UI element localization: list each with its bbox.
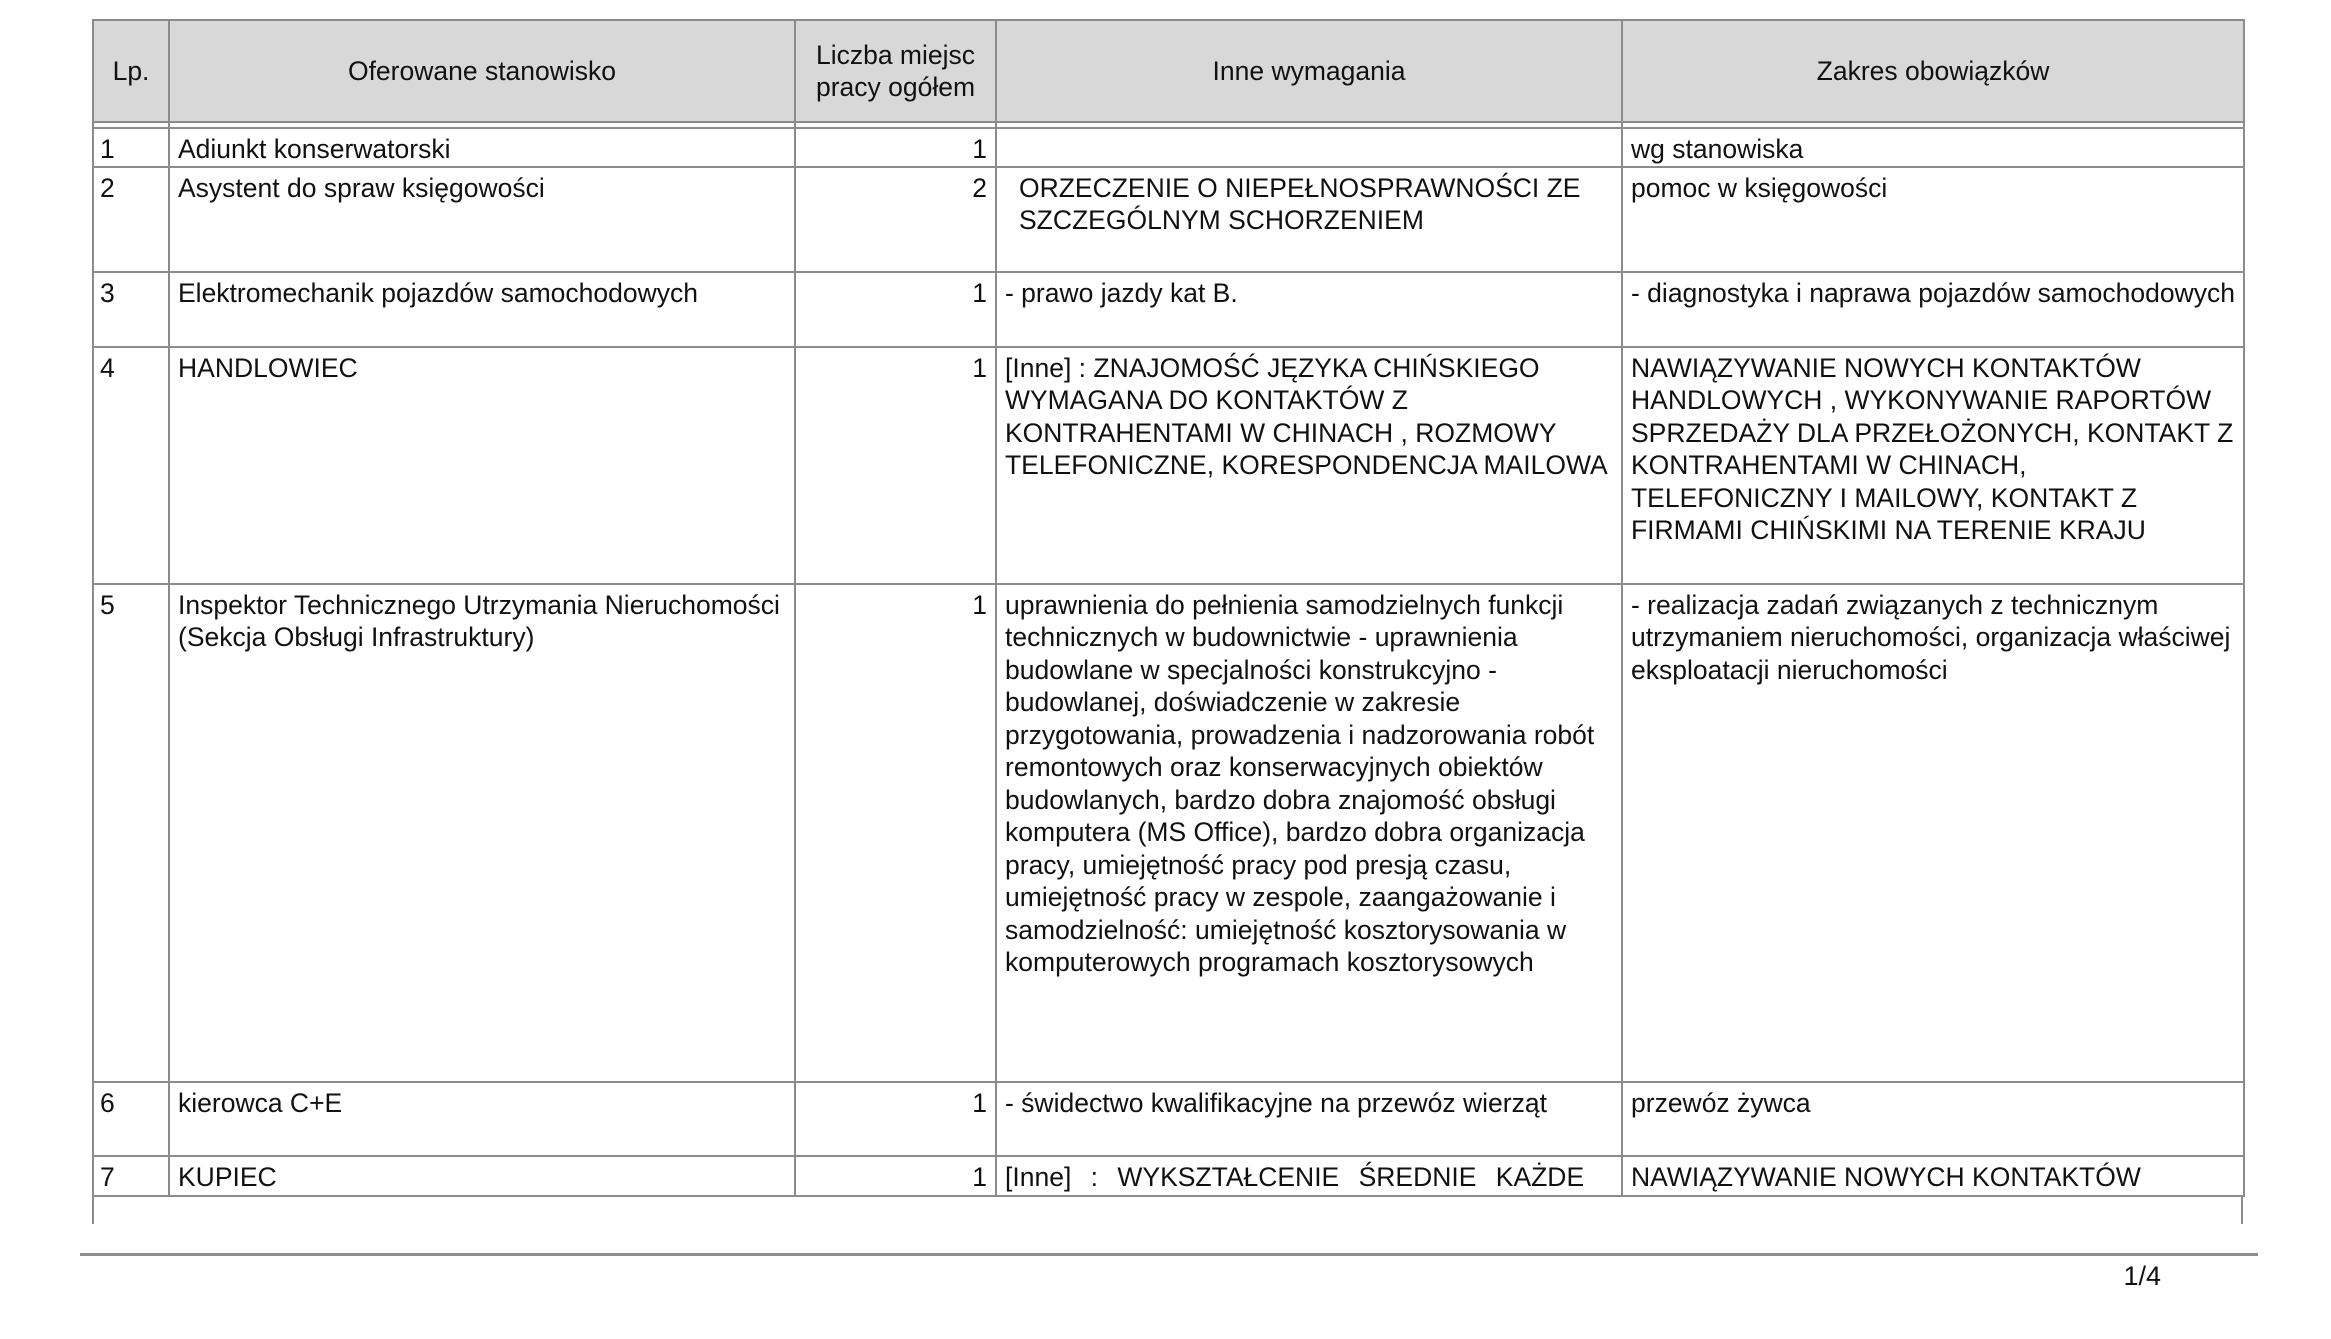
- cell-lp: 5: [93, 584, 169, 1082]
- header-liczba: Liczba miejsc pracy ogółem: [795, 20, 996, 122]
- cell-liczba: 1: [795, 128, 996, 167]
- cell-obowiazki: przewóz żywca: [1622, 1082, 2244, 1156]
- cell-obowiazki: NAWIĄZYWANIE NOWYCH KONTAKTÓW: [1622, 1156, 2244, 1196]
- cell-liczba: 1: [795, 584, 996, 1082]
- cell-stanowisko: Inspektor Technicznego Utrzymania Nieruchomości (Sekcja Obsługi Infrastruktury): [169, 584, 795, 1082]
- cell-obowiazki: wg stanowiska: [1622, 128, 2244, 167]
- footer-divider: [80, 1253, 2258, 1256]
- cell-obowiazki: - realizacja zadań związanych z technicznym utrzymaniem nieruchomości, organizacja właściwej eksploatacji nieruchomości: [1622, 584, 2244, 1082]
- cell-wymagania: - świdectwo kwalifikacyjne na przewóz wierząt: [996, 1082, 1622, 1156]
- table-row: [93, 167, 2244, 272]
- cell-liczba: 2: [795, 167, 996, 272]
- table-row: [93, 272, 2244, 347]
- page-number: 1/4: [2123, 1261, 2161, 1291]
- cell-wymagania: ORZECZENIE O NIEPEŁNOSPRAWNOŚCI ZE SZCZEGÓLNYM SCHORZENIEM: [996, 167, 1622, 272]
- cell-wymagania: [996, 128, 1622, 167]
- table-continuation: [92, 1196, 2243, 1224]
- cell-liczba: 1: [795, 1156, 996, 1196]
- cell-stanowisko: Elektromechanik pojazdów samochodowych: [169, 272, 795, 347]
- cell-obowiazki: pomoc w księgowości: [1622, 167, 2244, 272]
- header-wymagania: Inne wymagania: [996, 20, 1622, 122]
- table-row: [93, 1156, 2244, 1196]
- cell-stanowisko: kierowca C+E: [169, 1082, 795, 1156]
- job-offers-table: [92, 19, 2245, 1197]
- cell-stanowisko: KUPIEC: [169, 1156, 795, 1196]
- cell-liczba: 1: [795, 1082, 996, 1156]
- cell-lp: 2: [93, 167, 169, 272]
- cell-lp: 3: [93, 272, 169, 347]
- table-header-row: [93, 20, 2244, 122]
- table-row: [93, 584, 2244, 1082]
- cell-stanowisko: Adiunkt konserwatorski: [169, 128, 795, 167]
- job-offers-table-wrapper: [92, 19, 2243, 1204]
- cell-obowiazki: NAWIĄZYWANIE NOWYCH KONTAKTÓW HANDLOWYCH , WYKONYWANIE RAPORTÓW SPRZEDAŻY DLA PRZEŁOŻONYCH, KONTAKT Z KONTRAHENTAMI W CHINACH, TELEFONICZNY I MAILOWY, KONTAKT Z FIRMAMI CHIŃSKIMI NA TERENIE KRAJU: [1622, 347, 2244, 584]
- cell-obowiazki: - diagnostyka i naprawa pojazdów samochodowych: [1622, 272, 2244, 347]
- cell-stanowisko: Asystent do spraw księgowości: [169, 167, 795, 272]
- cell-stanowisko: HANDLOWIEC: [169, 347, 795, 584]
- cell-liczba: 1: [795, 272, 996, 347]
- header-stanowisko: Oferowane stanowisko: [169, 20, 795, 122]
- cell-wymagania: - prawo jazdy kat B.: [996, 272, 1622, 347]
- table-row: [93, 347, 2244, 584]
- table-row: [93, 128, 2244, 167]
- cell-liczba: 1: [795, 347, 996, 584]
- cell-lp: 4: [93, 347, 169, 584]
- table-row: [93, 1082, 2244, 1156]
- header-obowiazki: Zakres obowiązków: [1622, 20, 2244, 122]
- header-lp: Lp.: [93, 20, 169, 122]
- cell-wymagania: [Inne] : WYKSZTAŁCENIE ŚREDNIE KAŻDE: [996, 1156, 1622, 1196]
- cell-wymagania: [Inne] : ZNAJOMOŚĆ JĘZYKA CHIŃSKIEGO WYMAGANA DO KONTAKTÓW Z KONTRAHENTAMI W CHINACH , ROZMOWY TELEFONICZNE, KORESPONDENCJA MAILOWA: [996, 347, 1622, 584]
- cell-lp: 6: [93, 1082, 169, 1156]
- cell-wymagania: uprawnienia do pełnienia samodzielnych funkcji technicznych w budownictwie - uprawnienia budowlane w specjalności konstrukcyjno - budowlanej, doświadczenie w zakresie przygotowania, prowadzenia i nadzorowania robót remontowych oraz konserwacyjnych obiektów budowlanych, bardzo dobra znajomość obsługi komputera (MS Office), bardzo dobra organizacja pracy, umiejętność pracy pod presją czasu, umiejętność pracy w zespole, zaangażowanie i samodzielność: umiejętność kosztorysowania w komputerowych programach kosztorysowych: [996, 584, 1622, 1082]
- cell-lp: 7: [93, 1156, 169, 1196]
- cell-lp: 1: [93, 128, 169, 167]
